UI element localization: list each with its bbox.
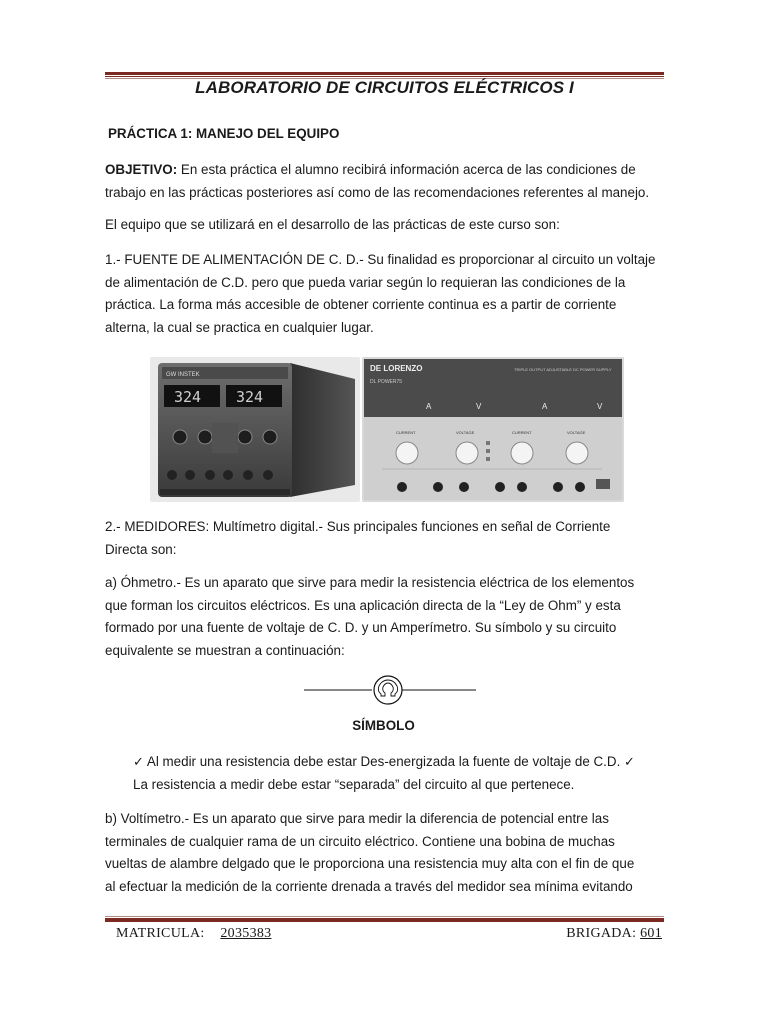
section-b-line: b) Voltímetro.- Es un aparato que sirve para medir la diferencia de potencial entre las <box>105 811 609 826</box>
matricula-value: 2035383 <box>220 926 272 941</box>
knob-label: VOLTAGE <box>456 430 475 435</box>
check-icon: ✓ <box>133 754 144 769</box>
knob-label: CURRENT <box>512 430 532 435</box>
power-supply-photo-right <box>362 357 624 502</box>
section-1-line: alterna, la cual se practica en cualquier lugar. <box>105 319 374 335</box>
right-brand-text: DE LORENZO <box>370 364 423 373</box>
section-1-line: de alimentación de C.D. pero que pueda variar según lo requieran las condiciones de la <box>105 274 626 290</box>
left-brand-text: GW INSTEK <box>166 372 200 378</box>
section-1-paragraph <box>105 249 662 339</box>
brigada-value: 601 <box>640 926 662 941</box>
knob-label: VOLTAGE <box>567 430 586 435</box>
section-b-paragraph <box>105 808 662 898</box>
section-b-line: vueltas de alambre delgado que le proporciona una resistencia muy alta con el fin de que <box>105 856 635 871</box>
unit-label: A <box>542 402 548 411</box>
symbol-caption: SÍMBOLO <box>352 718 415 733</box>
objective-paragraph <box>105 159 662 204</box>
brigada-label: BRIGADA: <box>566 926 637 941</box>
ohmmeter-symbol-icon <box>300 670 480 710</box>
practice-heading: PRÁCTICA 1: MANEJO DEL EQUIPO <box>108 126 340 141</box>
footer-matricula <box>116 926 366 942</box>
bullet-list <box>133 751 663 796</box>
section-2-line: 2.- MEDIDORES: Multímetro digital.- Sus principales funciones en señal de Corriente <box>105 519 611 534</box>
objective-line-1: En esta práctica el alumno recibirá información acerca de las condiciones de <box>177 162 636 177</box>
right-title-text: TRIPLE OUTPUT ADJUSTABLE DC POWER SUPPLY <box>514 367 612 372</box>
check-icon: ✓ <box>624 754 635 769</box>
bullet-item-1: Al medir una resistencia debe estar Des-energizada la fuente de voltaje de C.D. <box>146 754 621 769</box>
matricula-label: MATRICULA: <box>116 926 205 941</box>
footer-brigada <box>566 926 662 942</box>
objective-line-2: trabajo en las prácticas posteriores así como de las recomendaciones referentes al manejo. <box>105 184 650 200</box>
bullet-item-2: La resistencia a medir debe estar “separada” del circuito al que pertenece. <box>133 776 575 792</box>
intro-paragraph: El equipo que se utilizará en el desarrollo de las prácticas de este curso son: <box>105 217 560 232</box>
right-model-text: DL POWER75 <box>370 379 403 385</box>
section-2-line: Directa son: <box>105 541 177 557</box>
section-a-line: que forman los circuitos eléctricos. Es una aplicación directa de la “Ley de Ohm” y esta <box>105 597 621 613</box>
section-b-line: al efectuar la medición de la corriente drenada a través del medidor sea mínima evitando <box>105 878 633 894</box>
left-display-2: 324 <box>236 388 264 406</box>
section-2-paragraph <box>105 516 662 561</box>
section-a-line: formado por una fuente de voltaje de C. D. y un Amperímetro. Su símbolo y su circuito <box>105 620 617 635</box>
section-1-line: práctica. La forma más accesible de obtener corriente continua es a partir de corriente <box>105 297 617 312</box>
footer-rule <box>105 915 664 922</box>
unit-label: A <box>426 402 432 411</box>
unit-label: V <box>597 402 603 411</box>
unit-label: V <box>476 402 482 411</box>
section-a-line: equivalente se muestran a continuación: <box>105 642 345 658</box>
page-title: LABORATORIO DE CIRCUITOS ELÉCTRICOS I <box>195 78 574 97</box>
power-supply-photo-left <box>150 357 360 502</box>
section-a-line: a) Óhmetro.- Es un aparato que sirve para medir la resistencia eléctrica de los elementos <box>105 575 635 590</box>
knob-label: CURRENT <box>396 430 416 435</box>
section-1-line: 1.- FUENTE DE ALIMENTACIÓN DE C. D.- Su finalidad es proporcionar al circuito un voltaje <box>105 252 656 267</box>
section-a-paragraph <box>105 572 662 662</box>
left-display-1: 324 <box>174 388 202 406</box>
objective-label: OBJETIVO: <box>105 162 178 177</box>
section-b-line: terminales de cualquier rama de un circuito eléctrico. Contiene una bobina de muchas <box>105 833 615 849</box>
